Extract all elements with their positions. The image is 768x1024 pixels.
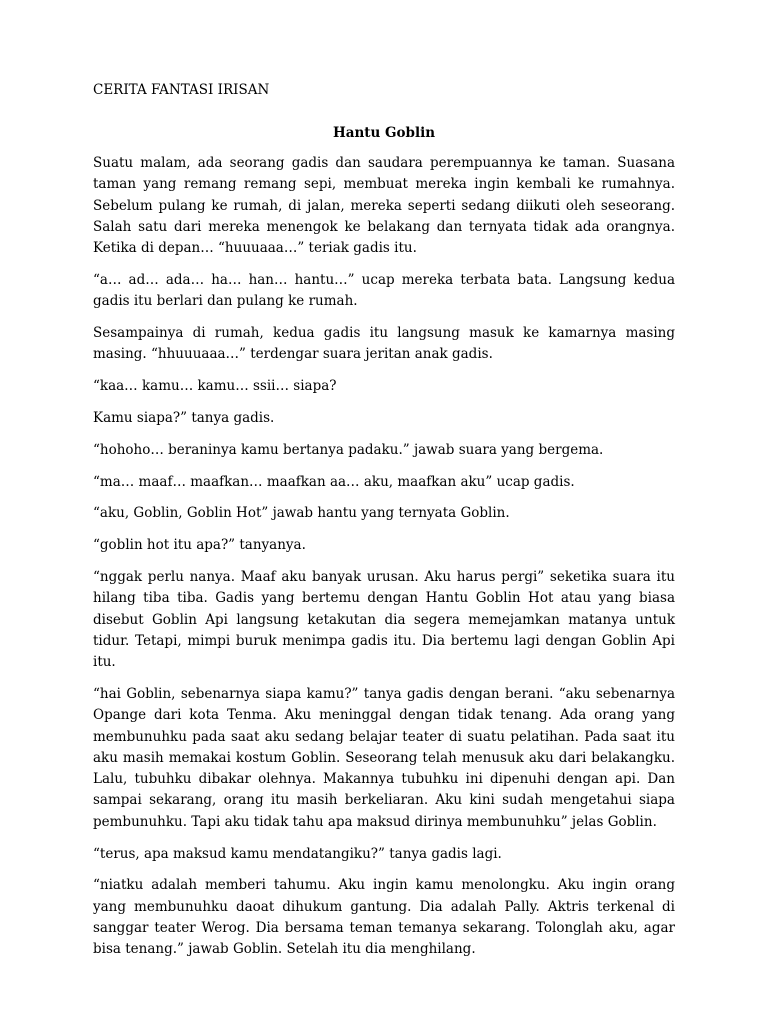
paragraph-7: “ma… maaf… maafkan… maafkan aa… aku, maafkan aku” ucap gadis. xyxy=(93,473,575,490)
paragraph-4: “kaa… kamu… kamu… ssii… siapa? xyxy=(93,378,337,395)
paragraph-5: Kamu siapa?” tanya gadis. xyxy=(93,409,275,426)
story-title: Hantu Goblin xyxy=(332,125,436,141)
paragraph-10: “nggak perlu nanya. Maaf aku banyak urusan. Aku harus pergi” seketika suara itu hilang tiba tiba. Gadis yang bertemu dengan Hantu Goblin Hot atau yang biasa disebut Goblin Api langsung ketakutan dia segera memejamkan matanya untuk tidur. Tetapi, mimpi buruk menimpa gadis itu. Dia bertemu lagi dengan Goblin Api itu. xyxy=(93,568,675,671)
paragraph-1: Suatu malam, ada seorang gadis dan saudara perempuannya ke taman. Suasana taman yang remang remang sepi, membuat mereka ingin kembali ke rumahnya. Sebelum pulang ke rumah, di jalan, mereka seperti sedang diikuti oleh seseorang. Salah satu dari mereka menengok ke belakang dan ternyata tidak ada orangnya. Ketika di depan… “huuuaaa…” teriak gadis itu. xyxy=(93,155,675,257)
document-page xyxy=(93,80,675,971)
document-heading: CERITA FANTASI IRISAN xyxy=(93,82,270,98)
paragraph-2: “a… ad… ada… ha… han… hantu…” ucap mereka terbata bata. Langsung kedua gadis itu berlari dan pulang ke rumah. xyxy=(93,271,675,310)
paragraph-13: “niatku adalah memberi tahumu. Aku ingin kamu menolongku. Aku ingin orang yang membunuhku daoat dihukum gantung. Dia adalah Pally. Aktris terkenal di sanggar teater Werog. Dia bersama teman temanya sekarang. Tolonglah aku, agar bisa tenang.” jawab Goblin. Setelah itu dia menghilang. xyxy=(93,877,675,958)
paragraph-8: “aku, Goblin, Goblin Hot” jawab hantu yang ternyata Goblin. xyxy=(93,505,510,522)
paragraph-9: “goblin hot itu apa?” tanyanya. xyxy=(93,537,306,554)
paragraph-11: “hai Goblin, sebenarnya siapa kamu?” tanya gadis dengan berani. “aku sebenarnya Opange dari kota Tenma. Aku meninggal dengan tidak tenang. Ada orang yang membunuhku pada saat aku sedang belajar teater di suatu pelatihan. Pada saat itu aku masih memakai kostum Goblin. Seseorang telah menusuk aku dari belakangku. Lalu, tubuhku dibakar olehnya. Makannya tubuhku ini dipenuhi dengan api. Dan sampai sekarang, orang itu masih berkeliaran. Aku kini sudah mengetahui siapa pembunuhku. Tapi aku tidak tahu apa maksud dirinya membunuhku” jelas Goblin. xyxy=(93,685,675,830)
paragraph-6: “hohoho… beraninya kamu bertanya padaku.” jawab suara yang bergema. xyxy=(93,441,604,458)
paragraph-12: “terus, apa maksud kamu mendatangiku?” tanya gadis lagi. xyxy=(93,845,502,862)
paragraph-3: Sesampainya di rumah, kedua gadis itu langsung masuk ke kamarnya masing masing. “hhuuuaaa…” terdengar suara jeritan anak gadis. xyxy=(93,325,675,363)
